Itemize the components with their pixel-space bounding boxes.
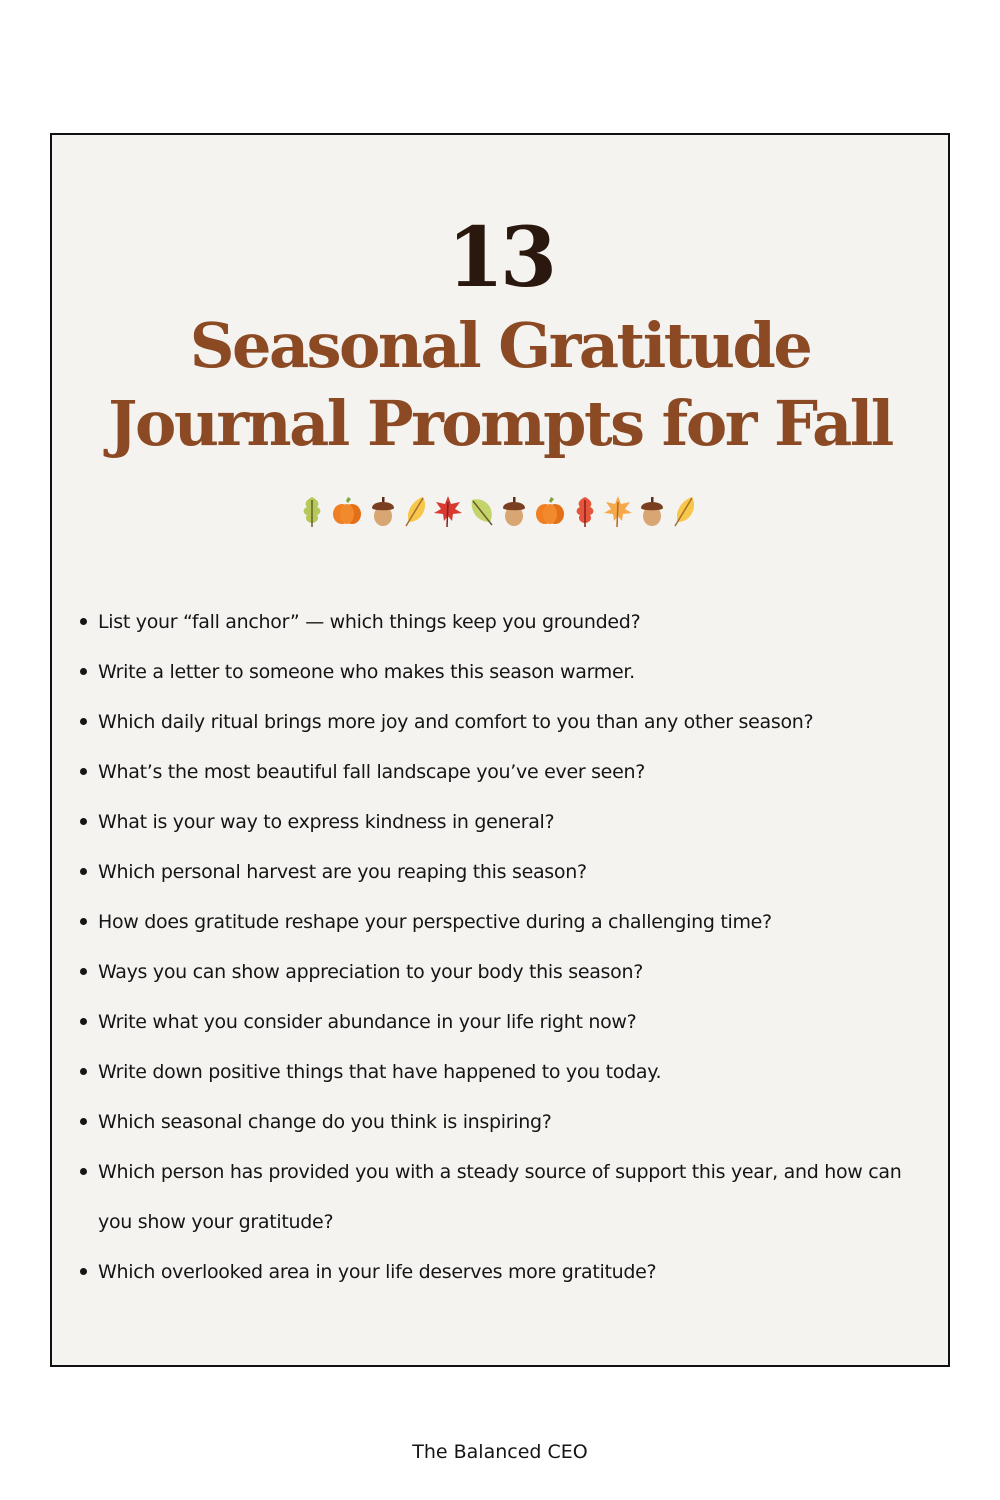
autumn-decoration-row: [298, 491, 698, 531]
bullet-icon: [80, 868, 87, 875]
bullet-icon: [80, 1068, 87, 1075]
prompt-item: Which personal harvest are you reaping this season?: [98, 847, 928, 897]
bullet-icon: [80, 968, 87, 975]
leaf-yellow-icon: [401, 494, 429, 528]
oak-leaf-green-icon: [298, 494, 326, 528]
bullet-icon: [80, 1118, 87, 1125]
leaf-green-icon: [468, 494, 496, 528]
maple-leaf-orange-icon: [603, 494, 633, 528]
prompt-list: [98, 597, 928, 1297]
prompt-item: What is your way to express kindness in general?: [98, 797, 928, 847]
acorn-icon: [638, 494, 666, 528]
bullet-icon: [80, 1168, 87, 1175]
pumpkin-icon: [533, 494, 567, 528]
prompt-card: [50, 133, 950, 1367]
bullet-icon: [80, 818, 87, 825]
prompt-item: How does gratitude reshape your perspective during a challenging time?: [98, 897, 928, 947]
bullet-icon: [80, 1268, 87, 1275]
prompt-item: Which overlooked area in your life deserves more gratitude?: [98, 1247, 928, 1297]
prompt-item: Which daily ritual brings more joy and comfort to you than any other season?: [98, 697, 928, 747]
prompt-item: Which seasonal change do you think is inspiring?: [98, 1097, 928, 1147]
footer-brand: The Balanced CEO: [412, 1441, 588, 1463]
prompt-item: Write a letter to someone who makes this season warmer.: [98, 647, 928, 697]
prompt-item: List your “fall anchor” — which things keep you grounded?: [98, 597, 928, 647]
prompt-item: What’s the most beautiful fall landscape you’ve ever seen?: [98, 747, 928, 797]
bullet-icon: [80, 918, 87, 925]
bullet-icon: [80, 668, 87, 675]
prompt-item: Which person has provided you with a steady source of support this year, and how can you show your gratitude?: [98, 1147, 928, 1247]
acorn-icon: [500, 494, 528, 528]
prompt-item: Write down positive things that have happened to you today.: [98, 1047, 928, 1097]
bullet-icon: [80, 1018, 87, 1025]
pumpkin-icon: [330, 494, 364, 528]
maple-leaf-red-icon: [433, 494, 463, 528]
prompt-item: Write what you consider abundance in your life right now?: [98, 997, 928, 1047]
oak-leaf-red-icon: [571, 494, 599, 528]
bullet-icon: [80, 618, 87, 625]
page-title: [52, 307, 948, 463]
prompt-item: Ways you can show appreciation to your body this season?: [98, 947, 928, 997]
acorn-icon: [369, 494, 397, 528]
prompt-count: 13: [446, 210, 554, 306]
title-line-2: Journal Prompts for Fall: [108, 387, 892, 460]
bullet-icon: [80, 768, 87, 775]
bullet-icon: [80, 718, 87, 725]
title-line-1: Seasonal Gratitude: [189, 309, 811, 382]
leaf-yellow-icon: [670, 494, 698, 528]
